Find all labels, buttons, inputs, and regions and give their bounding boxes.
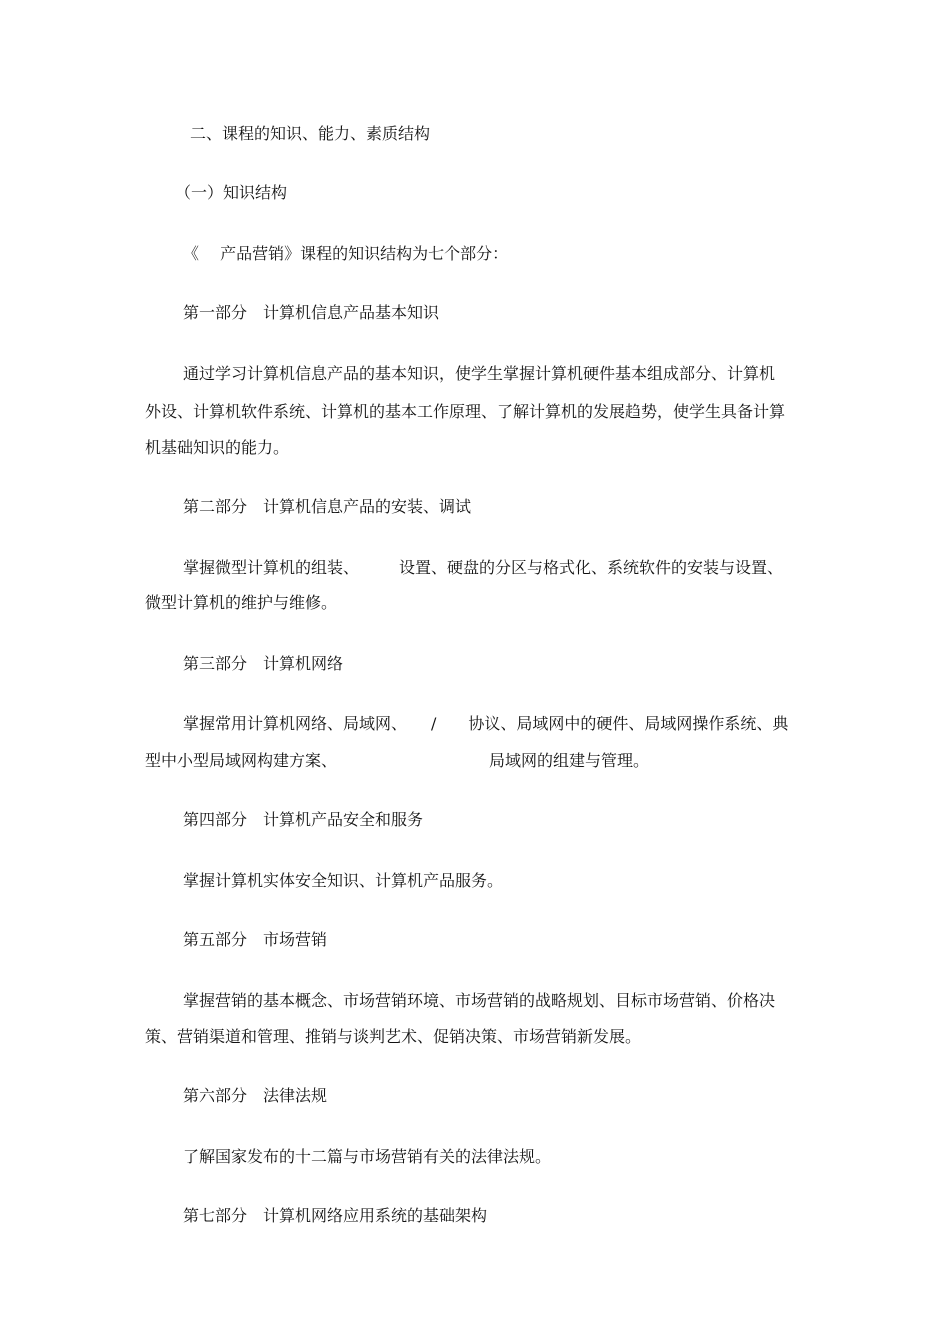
part-2-line-2: 微型计算机的维护与维修。 [145, 593, 338, 612]
part-2-line-1: 掌握微型计算机的组装、 设置、硬盘的分区与格式化、系统软件的安装与设置、 [183, 558, 784, 577]
part-4-title: 第四部分 计算机产品安全和服务 [183, 810, 424, 829]
part-5-title: 第五部分 市场营销 [183, 930, 328, 949]
part-6-title: 第六部分 法律法规 [183, 1086, 328, 1105]
part-1-line-3: 机基础知识的能力。 [145, 438, 290, 457]
part-1-line-2: 外设、计算机软件系统、计算机的基本工作原理、了解计算机的发展趋势，使学生具备计算 [145, 402, 786, 421]
part-3-title: 第三部分 计算机网络 [183, 654, 344, 673]
intro-line: 《 产品营销》课程的知识结构为七个部分： [183, 244, 509, 263]
part-3-line-1: 掌握常用计算机网络、局域网、 / 协议、局域网中的硬件、局域网操作系统、典 [183, 714, 789, 733]
part-7-title: 第七部分 计算机网络应用系统的基础架构 [183, 1206, 488, 1225]
part-6-line-1: 了解国家发布的十二篇与市场营销有关的法律法规。 [183, 1147, 552, 1166]
part-3-line-2: 型中小型局域网构建方案、 局域网的组建与管理。 [145, 751, 650, 770]
part-1-title: 第一部分 计算机信息产品基本知识 [183, 303, 440, 322]
part-4-line-1: 掌握计算机实体安全知识、计算机产品服务。 [183, 871, 504, 890]
part-5-line-2: 策、营销渠道和管理、推销与谈判艺术、促销决策、市场营销新发展。 [145, 1027, 642, 1046]
part-5-line-1: 掌握营销的基本概念、市场营销环境、市场营销的战略规划、目标市场营销、价格决 [183, 991, 776, 1010]
part-2-title: 第二部分 计算机信息产品的安装、调试 [183, 497, 472, 516]
part-1-line-1: 通过学习计算机信息产品的基本知识，使学生掌握计算机硬件基本组成部分、计算机 [183, 364, 776, 383]
subsection-heading: （一）知识结构 [175, 183, 288, 202]
section-heading: 二、课程的知识、能力、素质结构 [190, 124, 431, 143]
